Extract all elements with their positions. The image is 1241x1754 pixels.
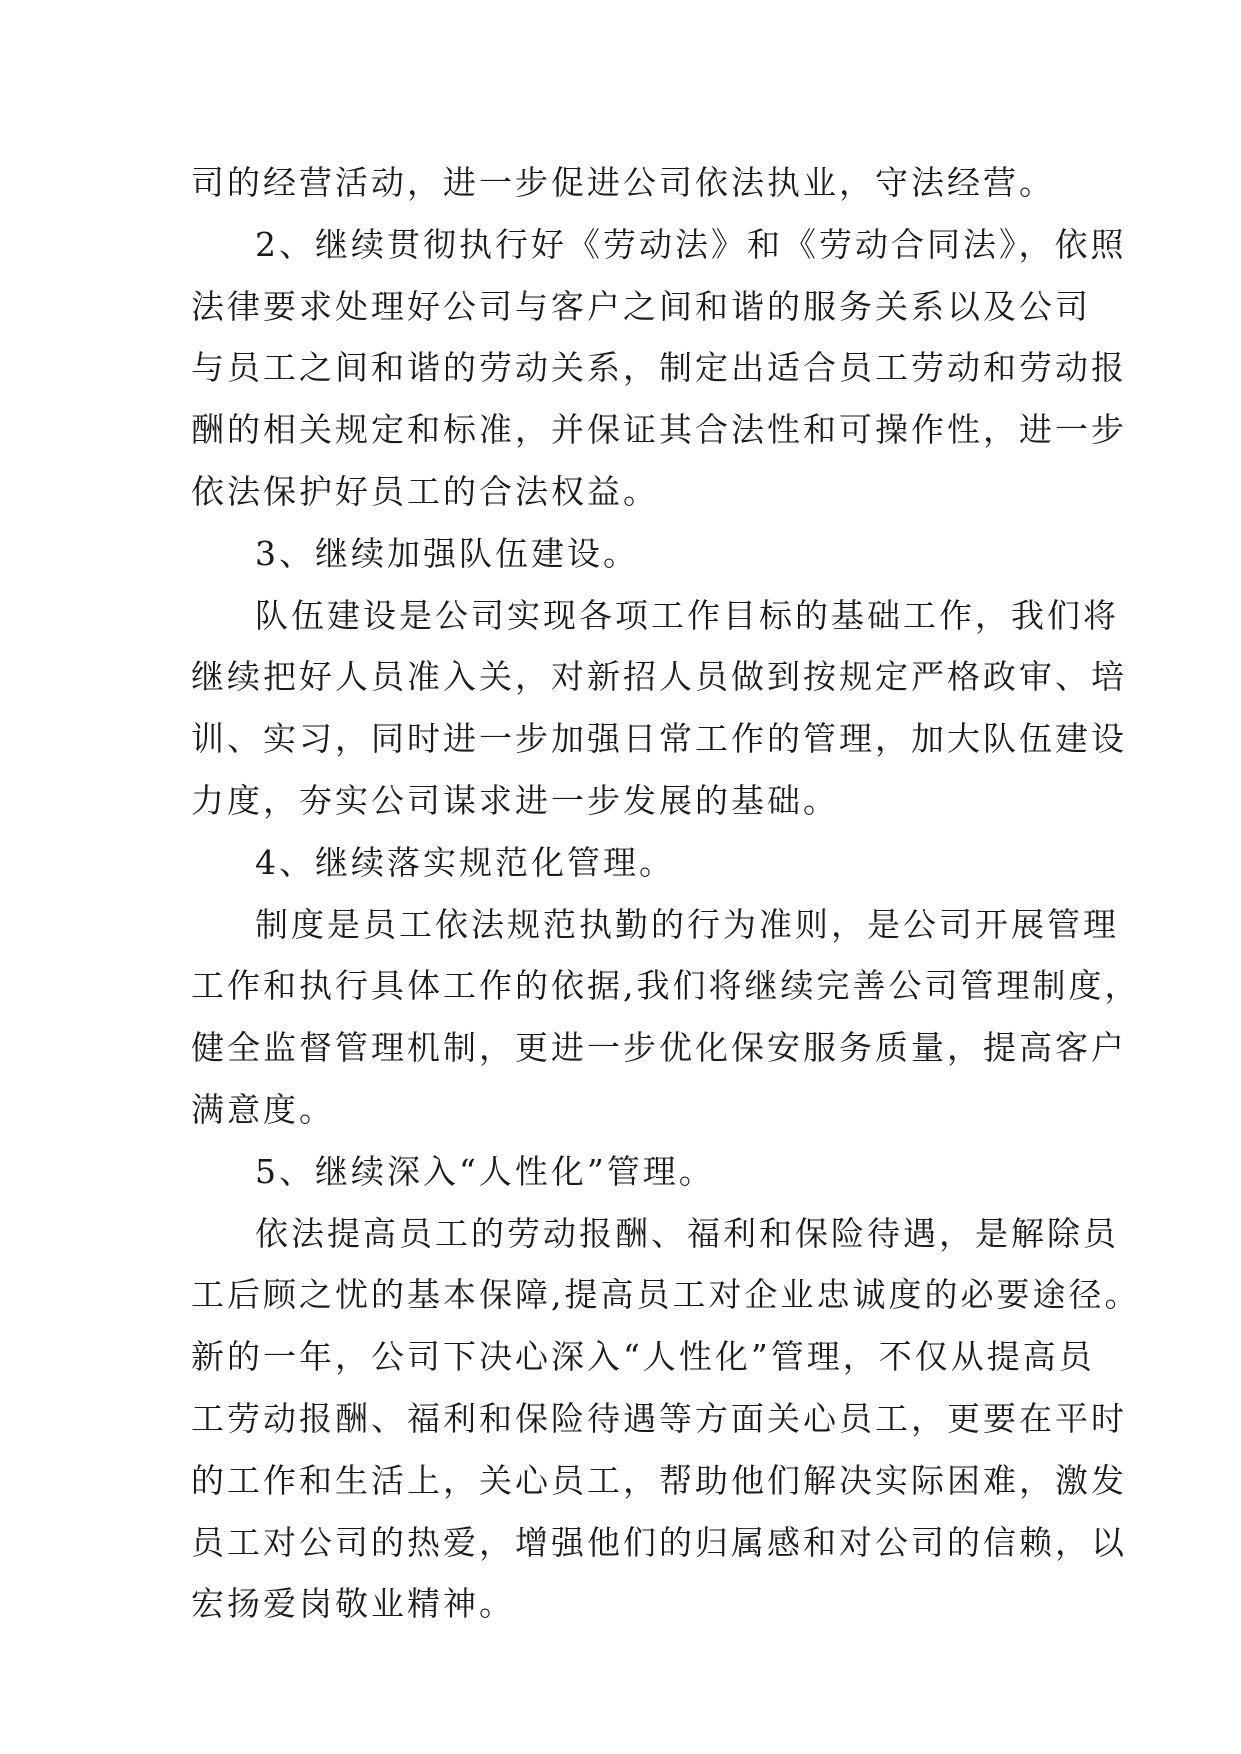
text-line: 依法提高员工的劳动报酬、福利和保险待遇，是解除员: [255, 1213, 1119, 1253]
text-line: 员工对公司的热爱，增强他们的归属感和对公司的信赖，以: [191, 1522, 1127, 1562]
text-line: 2、继续贯彻执行好《劳动法》和《劳动合同法》，依照: [255, 224, 1127, 264]
text-line: 工作和执行具体工作的依据,我们将继续完善公司管理制度，: [191, 966, 1141, 1006]
text-line: 健全监督管理机制，更进一步优化保安服务质量，提高客户: [191, 1028, 1127, 1068]
text-line: 满意度。: [191, 1089, 335, 1129]
text-line: 与员工之间和谐的劳动关系，制定出适合员工劳动和劳动报: [191, 348, 1127, 388]
text-line: 工劳动报酬、福利和保险待遇等方面关心员工，更要在平时: [191, 1398, 1127, 1438]
text-line: 宏扬爱岗敬业精神。: [191, 1584, 515, 1624]
text-line: 的工作和生活上，关心员工，帮助他们解决实际困难，激发: [191, 1460, 1127, 1500]
text-line: 司的经营活动，进一步促进公司依法执业，守法经营。: [191, 163, 1055, 202]
text-line: 力度，夯实公司谋求进一步发展的基础。: [191, 780, 839, 820]
text-line: 5、继续深入“人性化”管理。: [255, 1151, 715, 1191]
text-line: 队伍建设是公司实现各项工作目标的基础工作，我们将: [255, 595, 1119, 635]
text-line: 制度是员工依法规范执勤的行为准则，是公司开展管理: [255, 904, 1119, 944]
text-line: 新的一年，公司下决心深入“人性化”管理，不仅从提高员: [191, 1337, 1095, 1377]
document-body: [191, 152, 1141, 1635]
text-line: 依法保护好员工的合法权益。: [191, 471, 659, 511]
text-line: 3、继续加强队伍建设。: [255, 533, 639, 573]
text-line: 法律要求处理好公司与客户之间和谐的服务关系以及公司: [191, 286, 1091, 326]
text-line: 4、继续落实规范化管理。: [255, 842, 675, 882]
text-line: 继续把好人员准入关，对新招人员做到按规定严格政审、培: [191, 657, 1127, 697]
text-line: 训、实习，同时进一步加强日常工作的管理，加大队伍建设: [191, 719, 1127, 759]
text-line: 酬的相关规定和标准，并保证其合法性和可操作性，进一步: [191, 410, 1127, 450]
text-line: 工后顾之忧的基本保障,提高员工对企业忠诚度的必要途径。: [191, 1275, 1141, 1315]
